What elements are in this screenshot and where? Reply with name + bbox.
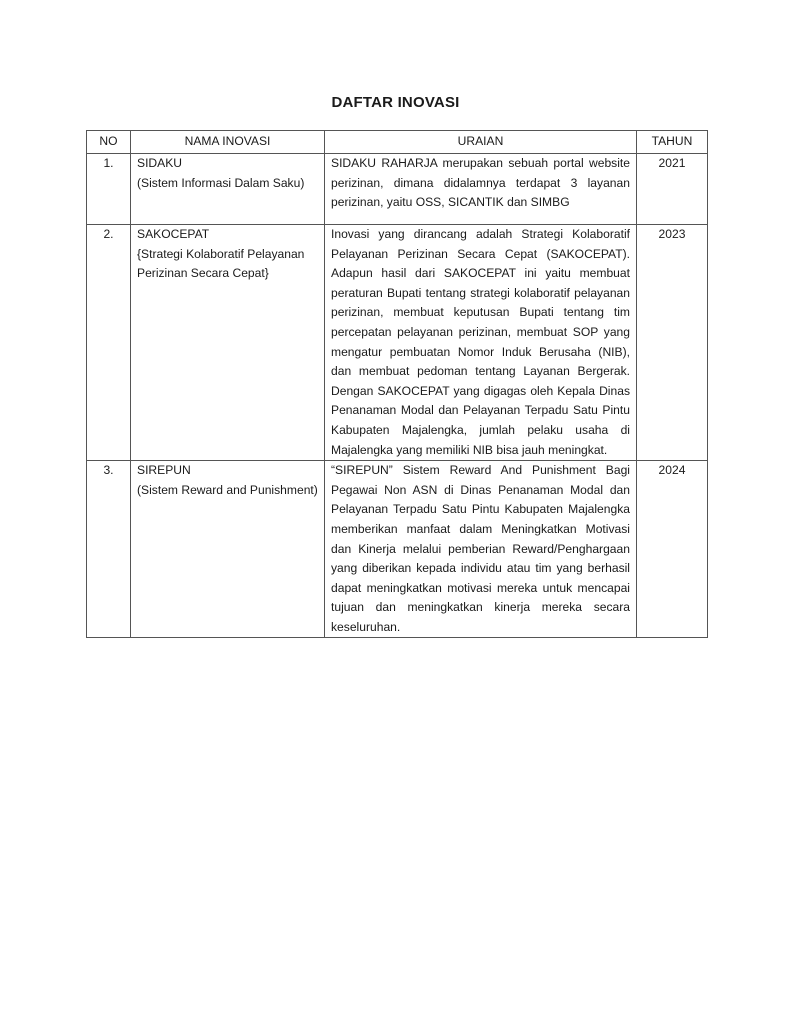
table-header-row: [87, 131, 708, 154]
innovation-name: SIREPUN: [137, 463, 191, 478]
innovation-name: SAKOCEPAT: [137, 227, 210, 241]
innovation-name-cell: [131, 461, 325, 638]
innovation-name-cell: [131, 225, 325, 461]
innovation-subtitle: {Strategi Kolaboratif Pelayanan Perizinan Secara Cepat}: [137, 246, 305, 281]
header-no: NO: [87, 131, 131, 154]
table-body: [87, 154, 708, 638]
innovation-name-cell: [131, 154, 325, 225]
innovation-subtitle: (Sistem Informasi Dalam Saku): [137, 175, 305, 190]
innovation-description: SIDAKU RAHARJA merupakan sebuah portal website perizinan, dimana didalamnya terdapat 3 layanan perizinan, yaitu OSS, SICANTIK dan SIMBG: [325, 154, 637, 225]
table-header: [87, 131, 708, 154]
innovation-name: SIDAKU: [137, 156, 183, 170]
innovation-description: Inovasi yang dirancang adalah Strategi Kolaboratif Pelayanan Perizinan Secara Cepat (SAKOCEPAT). Adapun hasil dari SAKOCEPAT ini yaitu membuat peraturan Bupati tentang strategi kolaboratif pelayanan perizinan, membuat keputusan Bupati tentang tim percepatan pelayanan perizinan, membuat SOP yang mengatur pembuatan Nomor Induk Berusaha (NIB), dan membuat pedoman tentang Layanan Bergerak. Dengan SAKOCEPAT yang digagas oleh Kepala Dinas Penanaman Modal dan Pelayanan Terpadu Satu Pintu Kabupaten Majalengka, jumlah pelaku usaha di Majalengka yang memiliki NIB bisa jauh meningkat.: [325, 225, 637, 461]
header-description: URAIAN: [325, 131, 637, 154]
table-row: [87, 154, 708, 225]
innovation-subtitle: (Sistem Reward and Punishment): [137, 482, 318, 497]
innovation-year: 2024: [637, 461, 708, 638]
innovation-description: “SIREPUN” Sistem Reward And Punishment Bagi Pegawai Non ASN di Dinas Penanaman Modal dan Pelayanan Terpadu Satu Pintu Kabupaten Majalengka memberikan manfaat dalam Meningkatkan Motivasi dan Kinerja melalui pemberian Reward/Penghargaan yang diberikan kepada individu atau tim yang berhasil dapat meningkatkan motivasi mereka untuk mencapai tujuan dan meningkatkan kinerja mereka secara keseluruhan.: [325, 461, 637, 638]
row-number: 1.: [87, 154, 131, 225]
page-title: DAFTAR INOVASI: [331, 94, 460, 111]
innovation-table: [86, 130, 708, 638]
table-row: [87, 225, 708, 461]
row-number: 2.: [87, 225, 131, 461]
header-year: TAHUN: [637, 131, 708, 154]
table-row: [87, 461, 708, 638]
row-number: 3.: [87, 461, 131, 638]
header-name: NAMA INOVASI: [131, 131, 325, 154]
innovation-year: 2023: [637, 225, 708, 461]
innovation-year: 2021: [637, 154, 708, 225]
